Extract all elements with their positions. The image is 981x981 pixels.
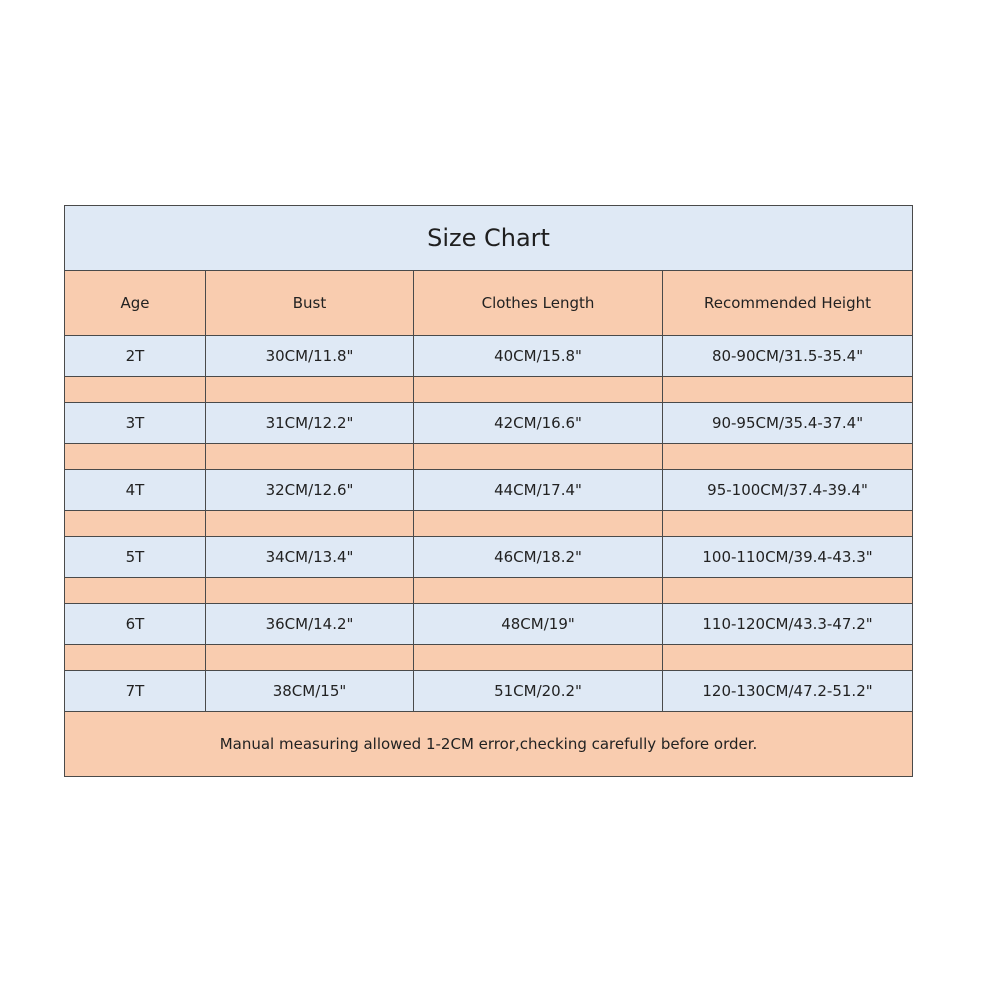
spacer-row [65,645,913,671]
bust-cell: 34CM/13.4" [206,537,414,578]
clothes-length-cell: 48CM/19" [414,604,663,645]
table-row [65,470,913,511]
age-cell: 2T [65,336,206,377]
spacer-cell [663,377,913,403]
spacer-cell [414,511,663,537]
spacer-cell [206,377,414,403]
spacer-row [65,511,913,537]
chart-title: Size Chart [65,206,913,271]
spacer-row [65,444,913,470]
column-header-age: Age [65,271,206,336]
note-row [65,712,913,777]
column-header-bust: Bust [206,271,414,336]
age-cell: 6T [65,604,206,645]
spacer-cell [414,444,663,470]
spacer-cell [65,511,206,537]
spacer-cell [65,377,206,403]
spacer-cell [65,645,206,671]
age-cell: 4T [65,470,206,511]
recommended-height-cell: 110-120CM/43.3-47.2" [663,604,913,645]
spacer-cell [206,578,414,604]
clothes-length-cell: 46CM/18.2" [414,537,663,578]
recommended-height-cell: 100-110CM/39.4-43.3" [663,537,913,578]
spacer-cell [414,578,663,604]
table-row [65,604,913,645]
column-header-clothes-length: Clothes Length [414,271,663,336]
spacer-cell [663,578,913,604]
age-cell: 7T [65,671,206,712]
spacer-row [65,377,913,403]
bust-cell: 31CM/12.2" [206,403,414,444]
recommended-height-cell: 80-90CM/31.5-35.4" [663,336,913,377]
spacer-cell [414,645,663,671]
measurement-note: Manual measuring allowed 1-2CM error,checking carefully before order. [65,712,913,777]
size-chart-table [64,205,913,777]
title-row [65,206,913,271]
column-header-recommended-height: Recommended Height [663,271,913,336]
table-row [65,403,913,444]
recommended-height-cell: 90-95CM/35.4-37.4" [663,403,913,444]
spacer-row [65,578,913,604]
spacer-cell [206,444,414,470]
spacer-cell [663,511,913,537]
age-cell: 5T [65,537,206,578]
clothes-length-cell: 40CM/15.8" [414,336,663,377]
clothes-length-cell: 42CM/16.6" [414,403,663,444]
spacer-cell [206,645,414,671]
recommended-height-cell: 120-130CM/47.2-51.2" [663,671,913,712]
bust-cell: 38CM/15" [206,671,414,712]
table-row [65,537,913,578]
recommended-height-cell: 95-100CM/37.4-39.4" [663,470,913,511]
clothes-length-cell: 44CM/17.4" [414,470,663,511]
bust-cell: 30CM/11.8" [206,336,414,377]
spacer-cell [414,377,663,403]
spacer-cell [65,444,206,470]
clothes-length-cell: 51CM/20.2" [414,671,663,712]
age-cell: 3T [65,403,206,444]
bust-cell: 32CM/12.6" [206,470,414,511]
spacer-cell [206,511,414,537]
spacer-cell [65,578,206,604]
table-row [65,336,913,377]
spacer-cell [663,645,913,671]
table-row [65,671,913,712]
header-row [65,271,913,336]
bust-cell: 36CM/14.2" [206,604,414,645]
spacer-cell [663,444,913,470]
